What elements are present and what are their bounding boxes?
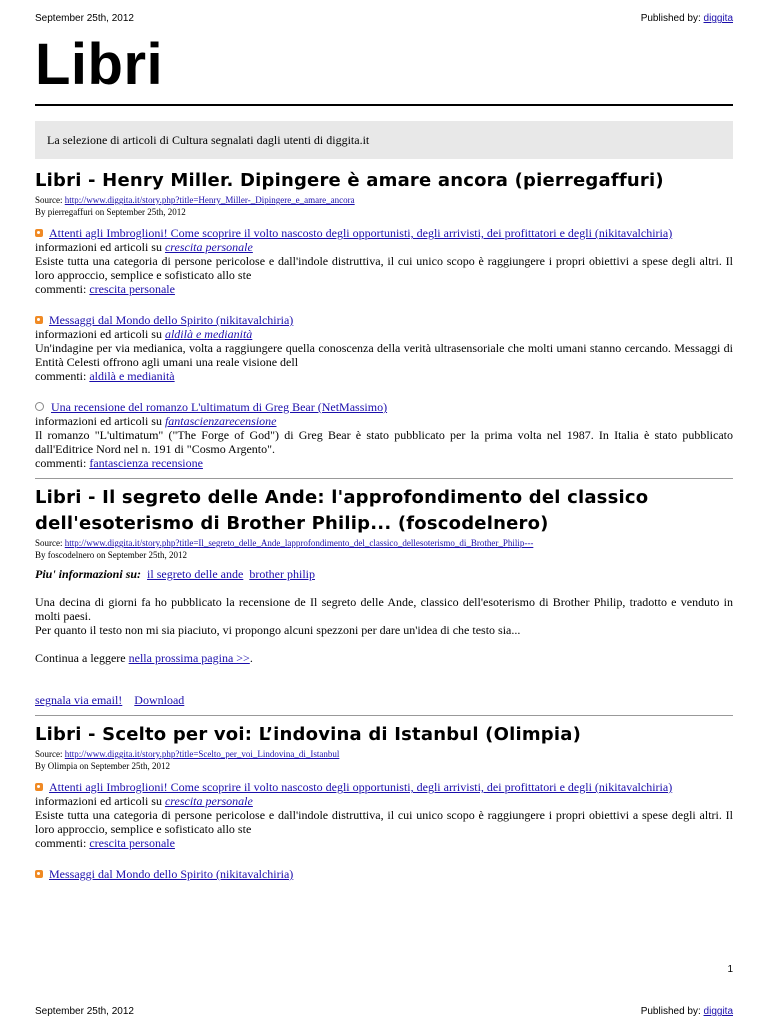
article-paragraph: Una decina di giorni fa ho pubblicato la recensione de Il segreto delle Ande, classico dell'esoterismo di Brother Philip, tradotto e venduto in molti paesi.	[35, 595, 733, 623]
item-comments: commenti: crescita personale	[35, 836, 175, 850]
article-title: Libri - Il segreto delle Ande: l'approfondimento del classico dell'esoterismo di Brother Philip... (foscodelnero)	[35, 487, 649, 534]
article	[35, 485, 733, 707]
intro-banner: La selezione di articoli di Cultura segnalati dagli utenti di diggita.it	[35, 121, 733, 159]
footer-publisher-link[interactable]: diggita	[703, 1006, 733, 1017]
articles-list	[35, 168, 733, 881]
article-actions	[35, 693, 733, 707]
footer-date: September 25th, 2012	[35, 1006, 134, 1017]
article-divider	[35, 478, 733, 479]
header-published: Published by: diggita	[640, 13, 733, 24]
article-byline: By pierregaffuri on September 25th, 2012	[35, 207, 186, 217]
info-category-link[interactable]: crescita personale	[164, 240, 253, 254]
item-comments: commenti: fantascienza recensione	[35, 456, 203, 470]
article	[35, 168, 733, 470]
source-link[interactable]: http://www.diggita.it/story.php?title=Scelto_per_voi_Lindovina_di_Istanbul	[64, 749, 340, 759]
item-text: Il romanzo "L'ultimatum" ("The Forge of God") di Greg Bear è stato pubblicato per la prima volta nel 1987. In Italia è stato pubblicato dall'Editrice Nord nel n. 191 di "Cosmo Argento".	[35, 428, 733, 456]
comments-link[interactable]: fantascienza recensione	[89, 456, 203, 470]
header-publisher-link[interactable]: diggita	[703, 13, 733, 24]
list-item	[35, 313, 733, 383]
item-title-link[interactable]: Messaggi dal Mondo dello Spirito (nikitavalchiria)	[35, 313, 733, 327]
rss-icon	[35, 783, 43, 791]
source-link[interactable]: http://www.diggita.it/story.php?title=Henry_Miller-_Dipingere_e_amare_ancora	[64, 195, 355, 205]
list-item	[35, 226, 733, 296]
list-item	[35, 400, 733, 470]
info-category-link[interactable]: aldilà e medianità	[164, 327, 253, 341]
article-divider	[35, 715, 733, 716]
item-info: informazioni ed articoli su crescita personale	[35, 240, 253, 254]
header-date: September 25th, 2012	[35, 13, 134, 24]
more-info-label: Piu' informazioni su:	[35, 567, 142, 581]
comments-link[interactable]: aldilà e medianità	[89, 369, 175, 383]
footer-bar	[35, 1006, 733, 1017]
comments-link[interactable]: crescita personale	[89, 836, 175, 850]
item-title-link[interactable]: Attenti agli Imbroglioni! Come scoprire il volto nascosto degli opportunisti, degli arrivisti, dei profittatori e degli (nikitavalchiria)	[35, 780, 733, 794]
page-logo: Libri	[35, 32, 164, 97]
continue-reading: Continua a leggere nella prossima pagina >>.	[35, 651, 253, 665]
more-info	[35, 567, 733, 581]
item-comments: commenti: crescita personale	[35, 282, 175, 296]
article-byline: By foscodelnero on September 25th, 2012	[35, 550, 187, 560]
item-comments: commenti: aldilà e medianità	[35, 369, 175, 383]
item-title-link[interactable]: Una recensione del romanzo L'ultimatum di Greg Bear (NetMassimo)	[35, 400, 733, 414]
email-link[interactable]: segnala via email!	[35, 693, 123, 707]
page-number: 1	[727, 964, 733, 975]
item-text: Un'indagine per via medianica, volta a raggiungere quella conoscenza della verità ultrasensoriale che molti umani stanno cercando. Messaggi di Entità Celesti offrono agli umani una reale visione dell	[35, 341, 733, 369]
info-category-link[interactable]: fantascienzarecensione	[164, 414, 277, 428]
top-bar	[35, 13, 733, 24]
article-source: Source: http://www.diggita.it/story.php?title=Il_segreto_delle_Ande_lapprofondimento_del_classico_dellesoterismo_di_Brother_Philip---	[35, 538, 534, 548]
tag-link[interactable]: il segreto delle ande	[147, 567, 244, 581]
header-divider	[35, 104, 733, 106]
item-text: Esiste tutta una categoria di persone pericolose e dall'indole distruttiva, il cui unico scopo è raggiungere i propri obiettivi a spese degli altri. Il loro approccio, semplice e sofisticato allo ste	[35, 254, 733, 282]
download-link[interactable]: Download	[134, 693, 185, 707]
article	[35, 722, 733, 881]
source-link[interactable]: http://www.diggita.it/story.php?title=Il_segreto_delle_Ande_lapprofondimento_del_classico_dellesoterismo_di_Brother_Philip---	[64, 538, 534, 548]
list-item	[35, 867, 733, 881]
item-info: informazioni ed articoli su fantascienzarecensione	[35, 414, 277, 428]
article-byline: By Olimpia on September 25th, 2012	[35, 761, 170, 771]
next-page-link[interactable]: nella prossima pagina >>	[128, 651, 250, 665]
info-category-link[interactable]: crescita personale	[164, 794, 253, 808]
item-info: informazioni ed articoli su aldilà e medianità	[35, 327, 253, 341]
article-source: Source: http://www.diggita.it/story.php?title=Scelto_per_voi_Lindovina_di_Istanbul	[35, 749, 340, 759]
rss-icon	[35, 870, 43, 878]
item-info: informazioni ed articoli su crescita personale	[35, 794, 253, 808]
rss-icon	[35, 229, 43, 237]
item-text: Esiste tutta una categoria di persone pericolose e dall'indole distruttiva, il cui unico scopo è raggiungere i propri obiettivi a spese degli altri. Il loro approccio, semplice e sofisticato allo ste	[35, 808, 733, 836]
comments-link[interactable]: crescita personale	[89, 282, 175, 296]
item-title-link[interactable]: Messaggi dal Mondo dello Spirito (nikitavalchiria)	[35, 867, 733, 881]
article-title: Libri - Henry Miller. Dipingere è amare ancora (pierregaffuri)	[35, 170, 664, 191]
circle-icon	[35, 402, 44, 411]
list-item	[35, 780, 733, 850]
footer-published: Published by: diggita	[640, 1006, 733, 1017]
tag-link[interactable]: brother philip	[249, 567, 315, 581]
article-paragraph: Per quanto il testo non mi sia piaciuto, vi propongo alcuni spezzoni per dare un'idea di che testo sia...	[35, 623, 521, 637]
rss-icon	[35, 316, 43, 324]
article-title: Libri - Scelto per voi: L’indovina di Istanbul (Olimpia)	[35, 724, 582, 745]
article-source: Source: http://www.diggita.it/story.php?title=Henry_Miller-_Dipingere_e_amare_ancora	[35, 195, 355, 205]
item-title-link[interactable]: Attenti agli Imbroglioni! Come scoprire il volto nascosto degli opportunisti, degli arrivisti, dei profittatori e degli (nikitavalchiria)	[35, 226, 733, 240]
